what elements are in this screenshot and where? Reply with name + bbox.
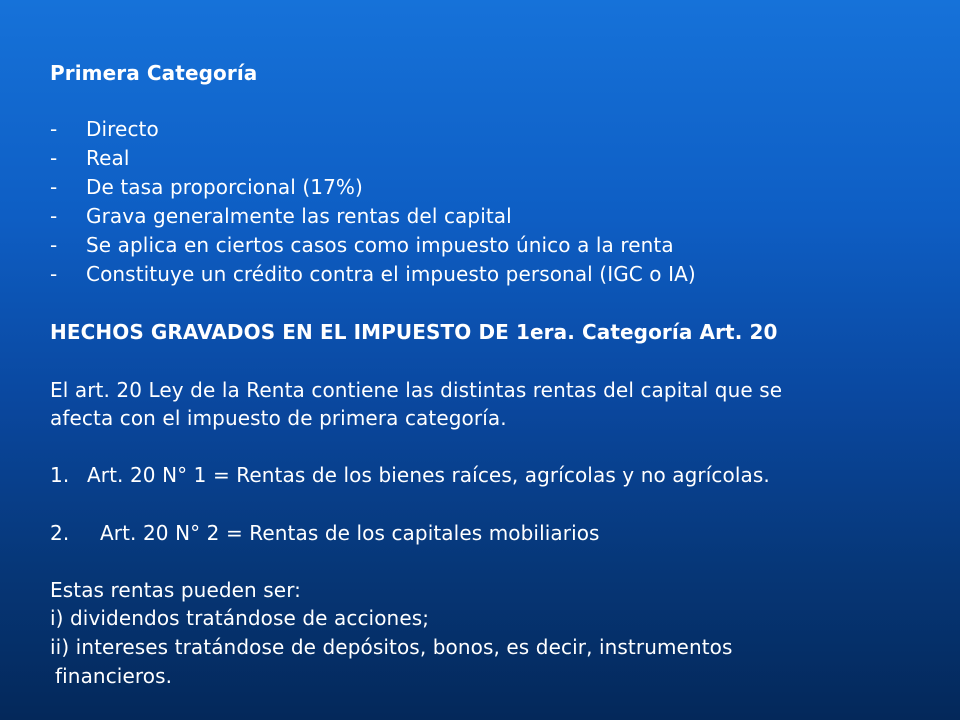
bullet-item bbox=[50, 175, 363, 199]
heading: HECHOS GRAVADOS EN EL IMPUESTO DE 1era. Categoría Art. 20 bbox=[50, 320, 778, 344]
bullet-marker: - bbox=[50, 117, 58, 141]
numbered-text: Art. 20 N° 1 = Rentas de los bienes raíces, agrícolas y no agrícolas. bbox=[87, 463, 770, 487]
numbered-marker: 1. bbox=[50, 463, 70, 487]
bullet-marker: - bbox=[50, 262, 58, 286]
bullet-marker: - bbox=[50, 233, 58, 257]
closing-line: Estas rentas pueden ser: bbox=[50, 578, 302, 602]
bullet-text: Grava generalmente las rentas del capital bbox=[86, 204, 512, 228]
numbered-marker: 2. bbox=[50, 521, 70, 545]
intro-line: afecta con el impuesto de primera categoría. bbox=[50, 406, 507, 430]
section-title: Primera Categoría bbox=[50, 61, 258, 85]
bullet-item bbox=[50, 146, 130, 170]
bullet-item bbox=[50, 262, 696, 286]
bullet-item bbox=[50, 117, 159, 141]
bullet-marker: - bbox=[50, 146, 58, 170]
closing-line: i) dividendos tratándose de acciones; bbox=[50, 606, 430, 630]
bullet-text: Directo bbox=[86, 117, 159, 141]
numbered-item bbox=[50, 463, 770, 487]
bullet-marker: - bbox=[50, 175, 58, 199]
bullet-item bbox=[50, 233, 674, 257]
bullet-text: De tasa proporcional (17%) bbox=[86, 175, 363, 199]
bullet-text: Real bbox=[86, 146, 130, 170]
bullet-text: Constituye un crédito contra el impuesto personal (IGC o IA) bbox=[86, 262, 696, 286]
closing-line: financieros. bbox=[55, 664, 173, 688]
bullet-item bbox=[50, 204, 512, 228]
closing-line: ii) intereses tratándose de depósitos, bonos, es decir, instrumentos bbox=[50, 635, 733, 659]
bullet-text: Se aplica en ciertos casos como impuesto único a la renta bbox=[86, 233, 674, 257]
bullet-marker: - bbox=[50, 204, 58, 228]
intro-line: El art. 20 Ley de la Renta contiene las distintas rentas del capital que se bbox=[50, 378, 783, 402]
numbered-item bbox=[50, 521, 600, 545]
numbered-text: Art. 20 N° 2 = Rentas de los capitales mobiliarios bbox=[100, 521, 600, 545]
